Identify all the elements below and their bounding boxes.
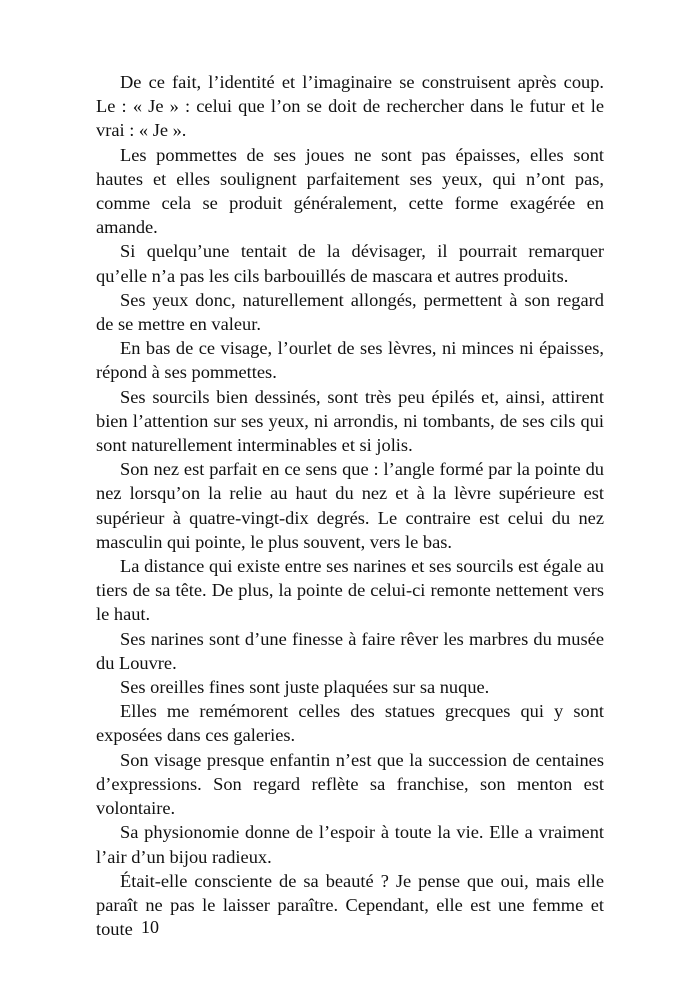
- paragraph-10: Ses oreilles fines sont juste plaquées sur sa nuque.: [120, 677, 490, 698]
- paragraph-11: Elles me remémorent celles des statues grecques qui y sont exposées dans ces galeries.: [96, 701, 604, 746]
- paragraph-3: Si quelqu’une tentait de la dévisager, il pourrait remarquer qu’elle n’a pas les cils barbouillés de mascara et autres produits.: [96, 241, 604, 286]
- paragraph-5: En bas de ce visage, l’ourlet de ses lèvres, ni minces ni épaisses, répond à ses pommettes.: [96, 338, 604, 383]
- paragraph-4: Ses yeux donc, naturellement allongés, permettent à son regard de se mettre en valeur.: [96, 289, 604, 335]
- body-text: [96, 70, 604, 941]
- paragraph-14: Était-elle consciente de sa beauté ? Je pense que oui, mais elle paraît ne pas le laisser paraître. Cependant, elle est une femme et toute: [96, 870, 604, 940]
- paragraph-8: La distance qui existe entre ses narines et ses sourcils est égale au tiers de sa tête. De plus, la pointe de celui-ci remonte nettement vers le haut.: [96, 556, 604, 625]
- paragraph-7: Son nez est parfait en ce sens que : l’angle formé par la pointe du nez lorsqu’on la relie au haut du nez et à la lèvre supérieure est supérieur à quatre-vingt-dix degrés. Le contraire est celui du nez masculin qui pointe, le plus souvent, vers le bas.: [96, 459, 604, 552]
- paragraph-6: Ses sourcils bien dessinés, sont très peu épilés et, ainsi, attirent bien l’attention sur ses yeux, ni arrondis, ni tombants, de ses cils qui sont naturellement interminables et si jolis.: [96, 386, 604, 456]
- paragraph-2: Les pommettes de ses joues ne sont pas épaisses, elles sont hautes et elles soulignent parfaitement ses yeux, qui n’ont pas, comme cela se produit généralement, cette forme exagérée en amande.: [96, 144, 604, 238]
- paragraph-12: Son visage presque enfantin n’est que la succession de centaines d’expressions. Son regard reflète sa franchise, son menton est volontaire.: [96, 749, 604, 819]
- page-number: 10: [141, 917, 159, 937]
- paragraph-1: De ce fait, l’identité et l’imaginaire se construisent après coup. Le : « Je » : celui que l’on se doit de rechercher dans le futur et le vrai : « Je ».: [96, 72, 604, 141]
- paragraph-9: Ses narines sont d’une finesse à faire rêver les marbres du musée du Louvre.: [96, 628, 604, 673]
- paragraph-13: Sa physionomie donne de l’espoir à toute la vie. Elle a vraiment l’air d’un bijou radieux.: [96, 822, 604, 867]
